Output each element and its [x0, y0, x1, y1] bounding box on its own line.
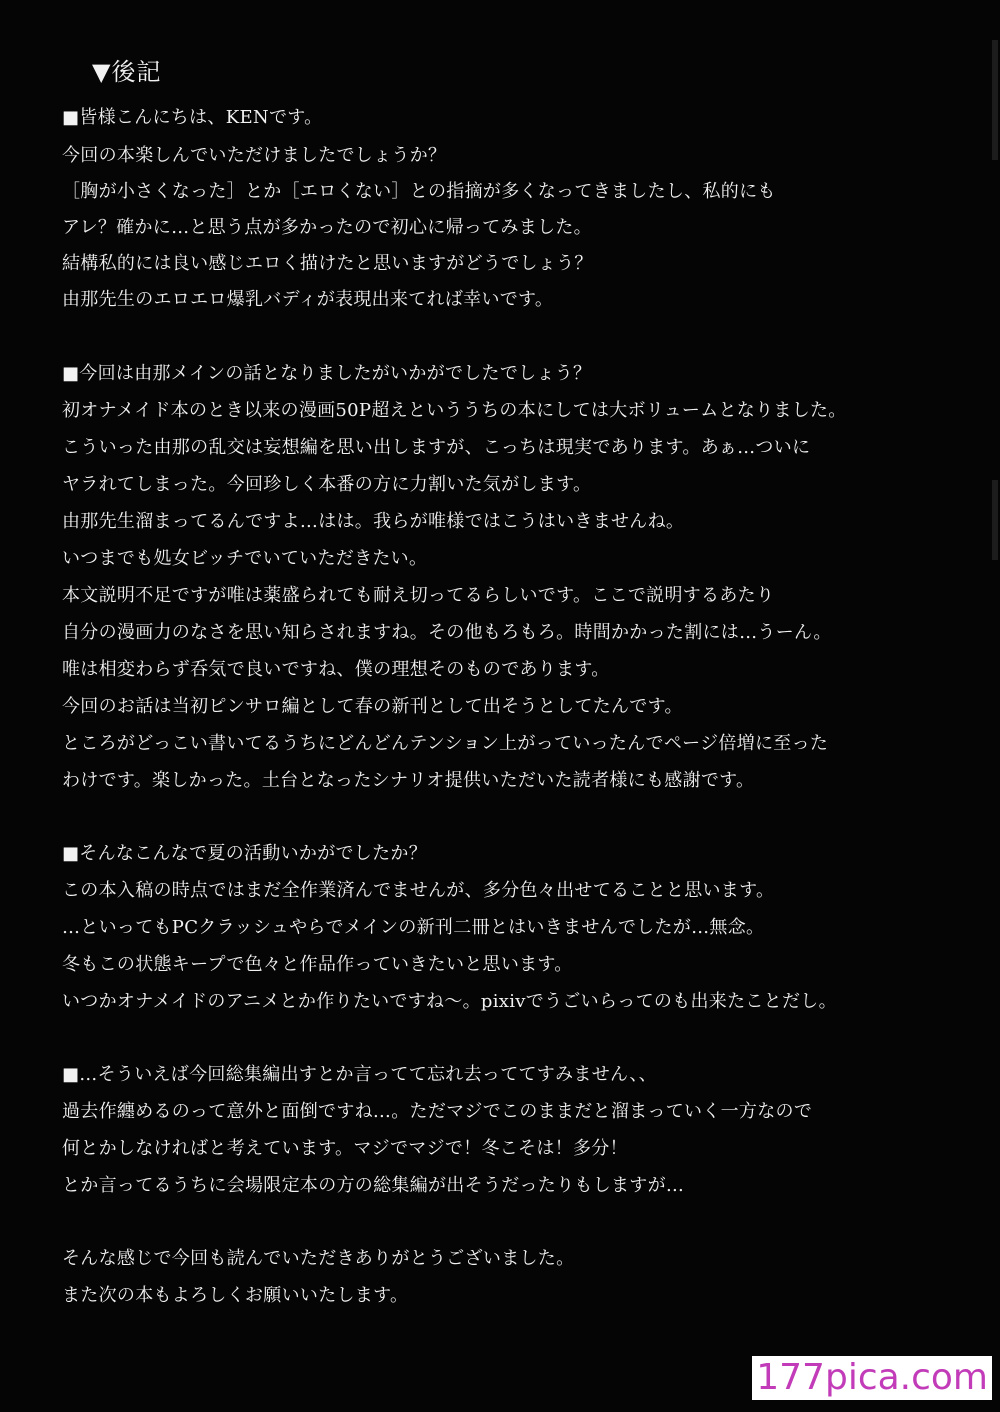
scan-edge-mark: [992, 480, 998, 560]
text-line: いつかオナメイドのアニメとか作りたいですね～。pixivでうごいらってのも出来たことだし。: [62, 991, 837, 1012]
text-line: 冬もこの状態キープで色々と作品作っていきたいと思います。: [62, 954, 573, 975]
text-line: 今回のお話は当初ピンサロ編として春の新刊として出そうとしてたんです。: [62, 696, 683, 717]
text-line: 過去作纏めるのって意外と面倒ですね…。ただマジでこのままだと溜まっていく一方なので: [62, 1101, 813, 1122]
text-line: ■今回は由那メインの話となりましたがいかがでしたでしょう？: [62, 363, 592, 384]
text-line: アレ？確かに…と思う点が多かったので初心に帰ってみました。: [62, 217, 592, 238]
text-line: 今回の本楽しんでいただけましたでしょうか？: [62, 145, 447, 166]
text-line: この本入稿の時点ではまだ全作業済んでませんが、多分色々出せてることと思います。: [62, 880, 775, 901]
text-line: ■そんなこんなで夏の活動いかがでしたか？: [62, 843, 428, 864]
text-line: そんな感じで今回も読んでいただきありがとうございました。: [62, 1248, 575, 1269]
text-line: いつまでも処女ビッチでいていただきたい。: [62, 548, 428, 569]
text-line: 結構私的には良い感じエロく描けたと思いますがどうでしょう？: [62, 253, 593, 274]
scan-edge-mark: [992, 40, 998, 160]
afterword-heading: ▼後記: [92, 58, 162, 86]
text-line: 本文説明不足ですが唯は薬盛られても耐え切ってるらしいです。ここで説明するあたり: [62, 585, 775, 606]
site-watermark: 177pica.com: [752, 1356, 992, 1400]
text-line: わけです。楽しかった。土台となったシナリオ提供いただいた読者様にも感謝です。: [62, 770, 755, 791]
text-line: ヤラれてしまった。今回珍しく本番の方に力割いた気がします。: [62, 474, 592, 495]
text-line: ［胸が小さくなった］とか［エロくない］との指摘が多くなってきましたし、私的にも: [62, 181, 776, 202]
text-line: 由那先生のエロエロ爆乳バディが表現出来てれば幸いです。: [62, 289, 554, 310]
text-line: とか言ってるうちに会場限定本の方の総集編が出そうだったりもしますが…: [62, 1175, 685, 1196]
text-line: 何とかしなければと考えています。マジでマジで！冬こそは！多分！: [62, 1138, 628, 1159]
text-line: 自分の漫画力のなさを思い知らされますね。その他もろもろ。時間かかった割には…うーん。: [62, 622, 832, 643]
text-line: また次の本もよろしくお願いいたします。: [62, 1285, 409, 1306]
text-line: ■皆様こんにちは、KENです。: [62, 107, 323, 128]
text-line: 初オナメイド本のとき以来の漫画50P超えといううちの本にしては大ボリュームとなりました。: [62, 400, 847, 421]
text-line: ところがどっこい書いてるうちにどんどんテンション上がっていったんでページ倍増に至った: [62, 733, 829, 754]
text-line: ■…そういえば今回総集編出すとか言ってて忘れ去っててすみません、、: [62, 1064, 657, 1085]
text-line: 唯は相変わらず呑気で良いですね、僕の理想そのものであります。: [62, 659, 610, 680]
text-line: こういった由那の乱交は妄想編を思い出しますが、こっちは現実であります。あぁ…ついに: [62, 437, 811, 458]
text-line: …といってもPCクラッシュやらでメインの新刊二冊とはいきませんでしたが…無念。: [62, 917, 765, 938]
text-line: 由那先生溜まってるんですよ…はは。我らが唯様ではこうはいきませんね。: [62, 511, 685, 532]
